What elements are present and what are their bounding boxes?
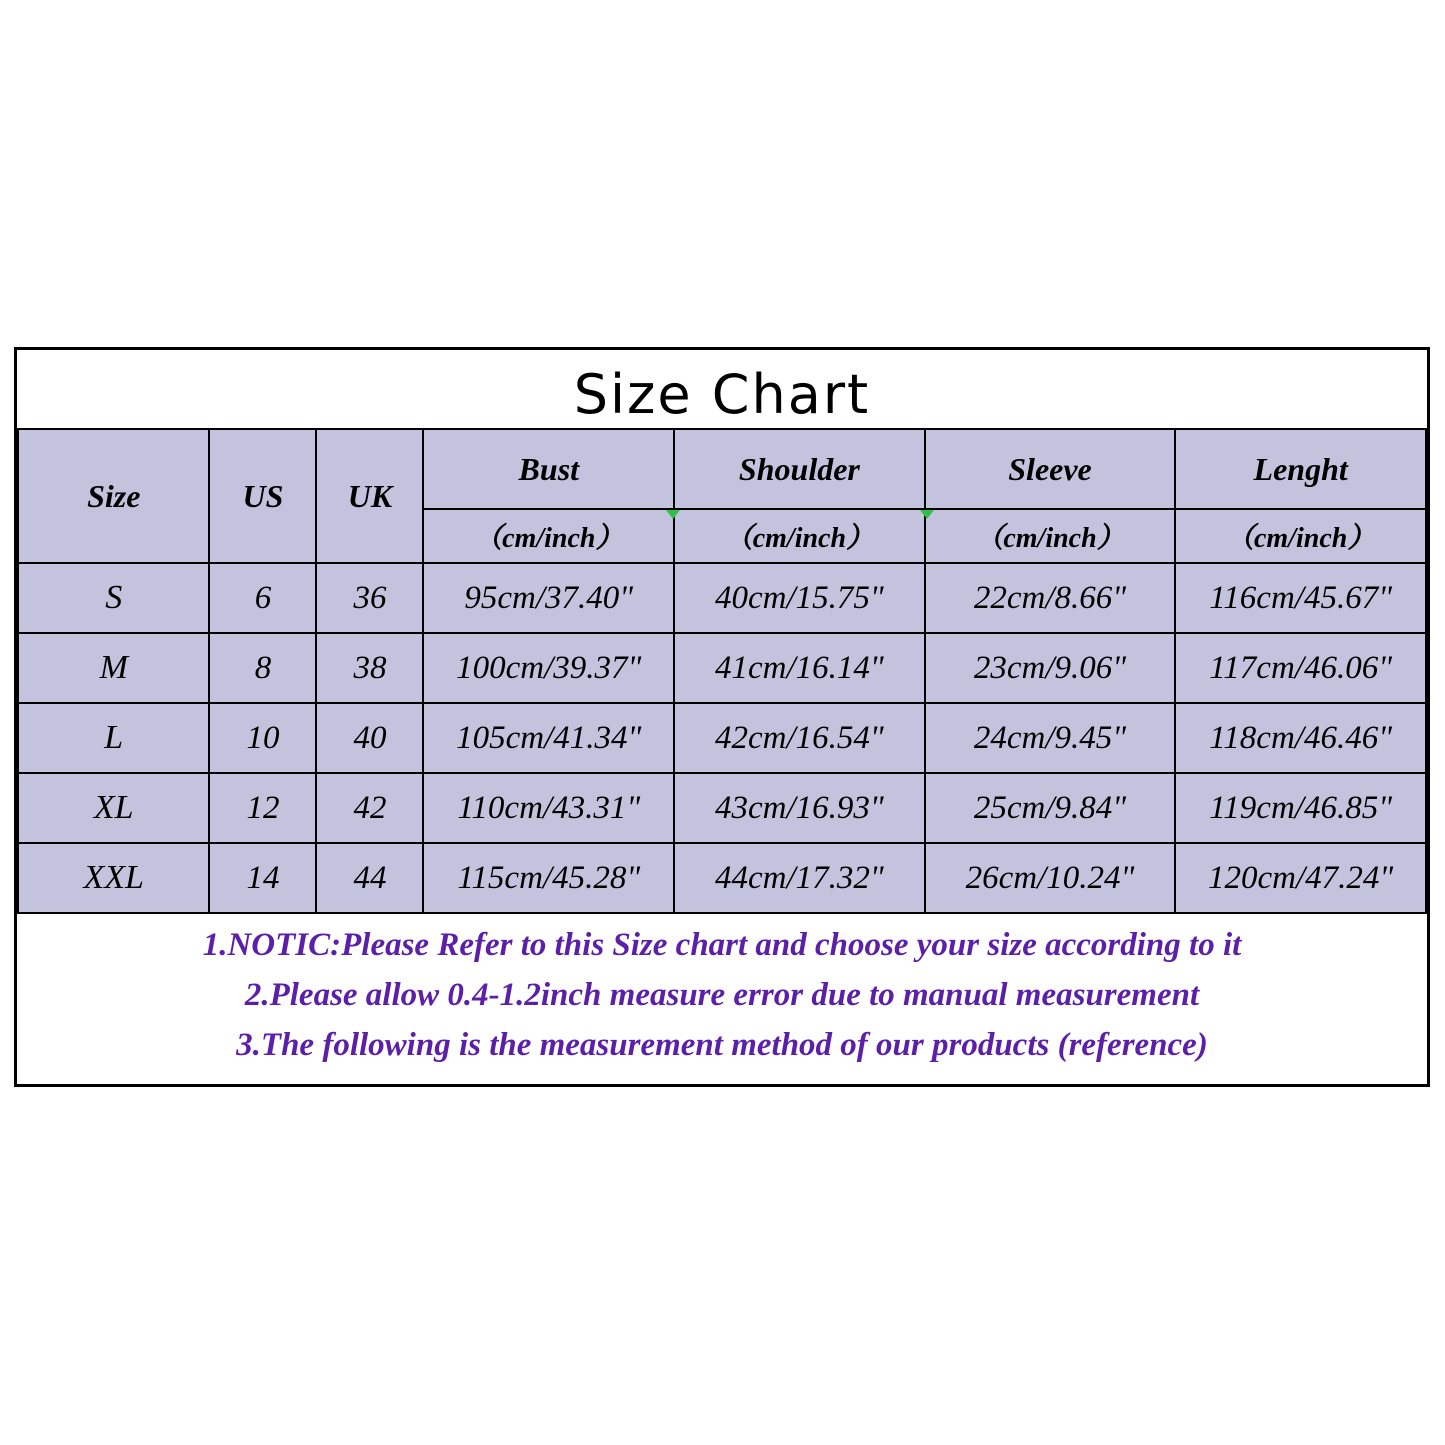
table-row [18, 563, 1426, 633]
cell-bust: 110cm/43.31" [423, 773, 674, 843]
cell-sleeve: 24cm/9.45" [925, 703, 1176, 773]
column-header-us: US [209, 429, 316, 563]
column-header-uk: UK [316, 429, 423, 563]
size-chart-panel [14, 347, 1430, 1087]
notes-block [17, 914, 1427, 1070]
cell-lenght: 117cm/46.06" [1175, 633, 1426, 703]
cell-shoulder: 42cm/16.54" [674, 703, 925, 773]
cell-lenght: 118cm/46.46" [1175, 703, 1426, 773]
cell-lenght: 119cm/46.85" [1175, 773, 1426, 843]
table-row [18, 633, 1426, 703]
column-header-size: Size [18, 429, 209, 563]
cell-shoulder: 40cm/15.75" [674, 563, 925, 633]
cell-sleeve: 26cm/10.24" [925, 843, 1176, 913]
cell-size: XL [18, 773, 209, 843]
cell-bust: 105cm/41.34" [423, 703, 674, 773]
cell-uk: 38 [316, 633, 423, 703]
cell-shoulder: 44cm/17.32" [674, 843, 925, 913]
cell-uk: 36 [316, 563, 423, 633]
cell-uk: 40 [316, 703, 423, 773]
cell-shoulder: 43cm/16.93" [674, 773, 925, 843]
column-header-shoulder: Shoulder [674, 429, 925, 509]
cell-shoulder: 41cm/16.14" [674, 633, 925, 703]
cell-us: 12 [209, 773, 316, 843]
cell-us: 8 [209, 633, 316, 703]
column-unit-bust: （cm/inch） [423, 509, 674, 563]
cell-lenght: 116cm/45.67" [1175, 563, 1426, 633]
cell-bust: 100cm/39.37" [423, 633, 674, 703]
column-header-lenght: Lenght [1175, 429, 1426, 509]
table-row [18, 843, 1426, 913]
table-row [18, 703, 1426, 773]
column-unit-shoulder: （cm/inch） [674, 509, 925, 563]
note-line-3: 3.The following is the measurement method of our products (reference) [236, 1027, 1208, 1064]
cell-size: S [18, 563, 209, 633]
cell-us: 14 [209, 843, 316, 913]
column-header-bust: Bust [423, 429, 674, 509]
column-unit-sleeve: （cm/inch） [925, 509, 1176, 563]
table-header-row [18, 429, 1426, 509]
note-line-2: 2.Please allow 0.4-1.2inch measure error due to manual measurement [244, 977, 1200, 1014]
table-row [18, 773, 1426, 843]
cell-sleeve: 22cm/8.66" [925, 563, 1176, 633]
cell-size: L [18, 703, 209, 773]
cell-size: XXL [18, 843, 209, 913]
cell-us: 6 [209, 563, 316, 633]
cell-sleeve: 23cm/9.06" [925, 633, 1176, 703]
cell-uk: 44 [316, 843, 423, 913]
note-line-1: 1.NOTIC:Please Refer to this Size chart and choose your size according to it [202, 927, 1242, 963]
cell-sleeve: 25cm/9.84" [925, 773, 1176, 843]
size-chart-table [17, 428, 1427, 914]
cell-size: M [18, 633, 209, 703]
green-marker-icon [666, 510, 680, 519]
column-unit-lenght: （cm/inch） [1175, 509, 1426, 563]
cell-us: 10 [209, 703, 316, 773]
column-header-sleeve: Sleeve [925, 429, 1176, 509]
cell-bust: 95cm/37.40" [423, 563, 674, 633]
green-marker-icon [920, 510, 934, 519]
cell-lenght: 120cm/47.24" [1175, 843, 1426, 913]
cell-uk: 42 [316, 773, 423, 843]
cell-bust: 115cm/45.28" [423, 843, 674, 913]
page-title: Size Chart [573, 363, 871, 426]
